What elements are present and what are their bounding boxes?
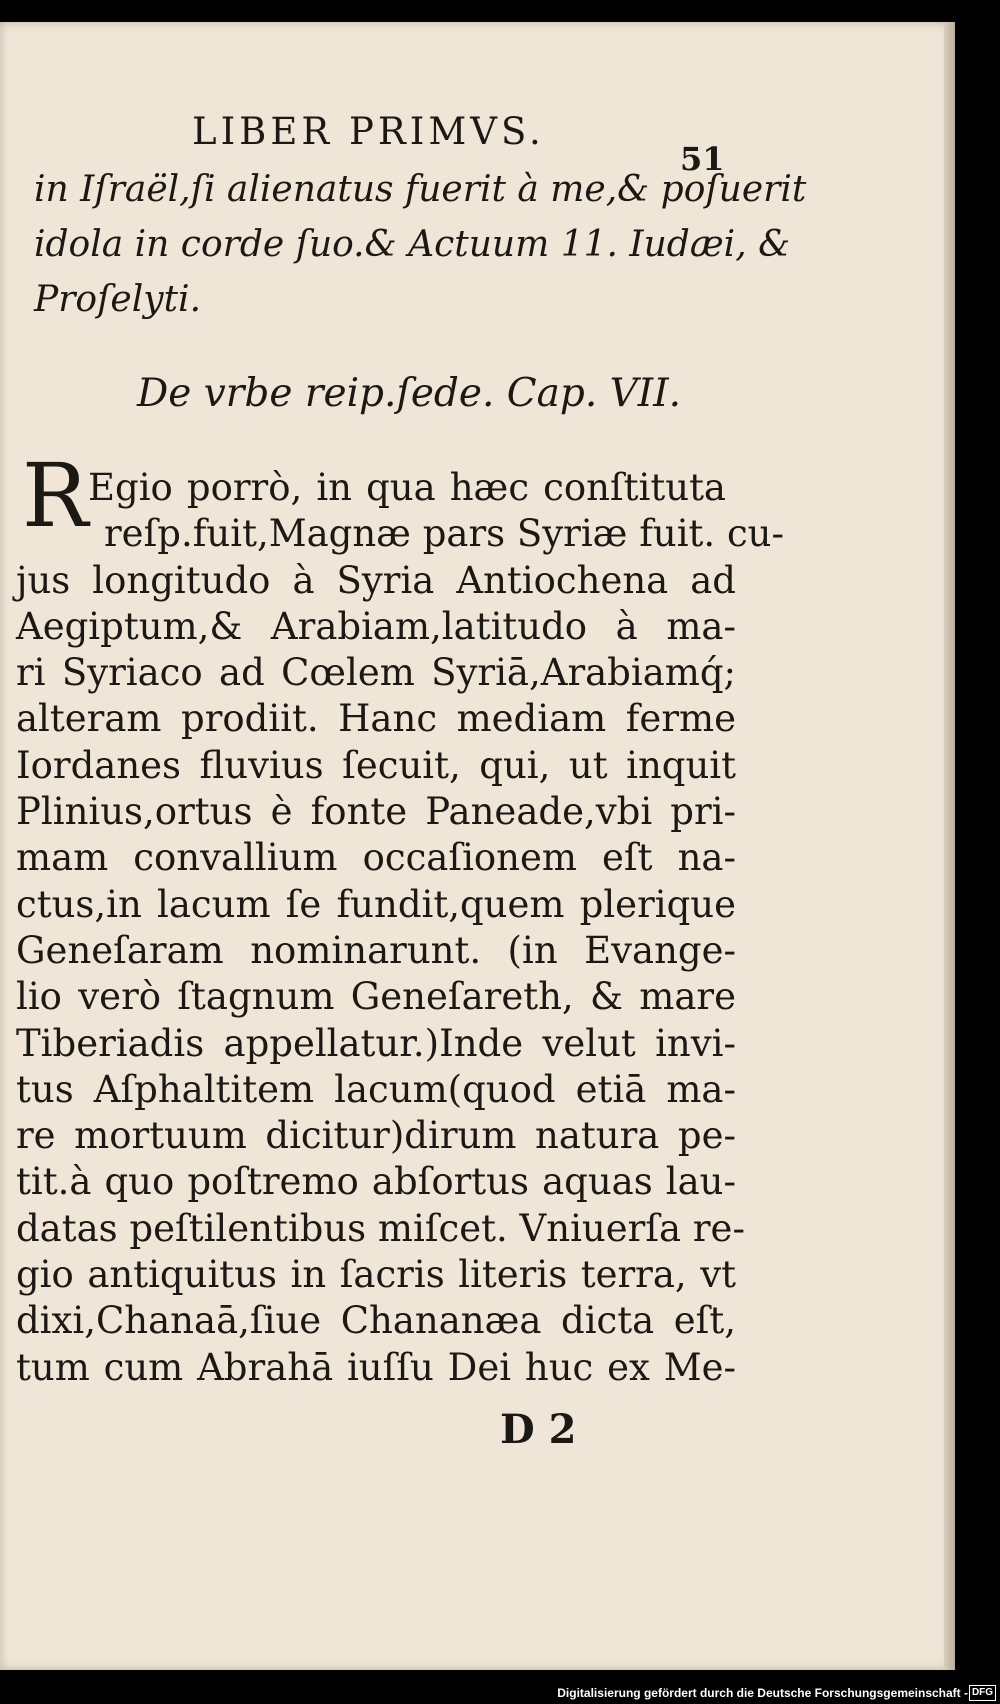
body-line: Tiberiadis appellatur.)Inde velut invi- — [16, 1021, 736, 1065]
body-text — [16, 465, 785, 1391]
italic-line: Proſelyti. — [34, 279, 202, 320]
body-line: Iordanes fluvius ſecuit, qui, ut inquit — [16, 743, 736, 787]
digitization-credit: Digitalisierung gefördert durch die Deutsche Forschungsgemeinschaft - — [557, 1686, 968, 1700]
body-line: tit.à quo poſtremo abſortus aquas lau- — [16, 1160, 736, 1204]
body-line: gio antiquitus in ſacris literis terra, vt — [16, 1253, 736, 1297]
drop-cap-initial: R — [22, 444, 89, 547]
running-head: LIBER PRIMVS. — [192, 110, 545, 153]
body-line: ri Syriaco ad Cœlem Syriā,Arabiamq́; — [16, 651, 736, 695]
body-line: Aegiptum,& Arabiam,latitudo à ma- — [16, 604, 736, 648]
body-line: tum cum Abrahā iuſſu Dei huc ex Me- — [16, 1345, 736, 1389]
body-line: lio verò ſtagnum Geneſareth, & mare — [16, 975, 736, 1019]
italic-line: in Iſraël,ſi alienatus fuerit à me,& poſuerit — [34, 169, 807, 210]
italic-quotation — [34, 162, 807, 327]
page-edge — [944, 22, 955, 1670]
body-line: dixi,Chanaā,ſiue Chananæa dicta eſt, — [16, 1299, 736, 1343]
body-line: jus longitudo à Syria Antiochena ad — [16, 558, 736, 602]
body-first-line: Egio porrò, in qua hæc conſtituta — [88, 466, 726, 509]
body-line: re mortuum dicitur)dirum natura pe- — [16, 1114, 736, 1158]
body-line: mam convallium occaſionem eſt na- — [16, 836, 736, 880]
body-line: alteram prodiit. Hanc mediam ferme — [16, 697, 736, 741]
book-page — [0, 22, 955, 1670]
body-line: ctus,in lacum ſe fundit,quem plerique — [16, 882, 736, 926]
signature-mark: D 2 — [500, 1406, 577, 1453]
dfg-logo: DFG — [969, 1685, 996, 1701]
italic-line: idola in corde ſuo.& Actuum 11. Iudæi, & — [34, 224, 791, 265]
body-line: Geneſaram nominarunt. (in Evange- — [16, 928, 736, 972]
chapter-heading: De vrbe reip.ſede. Cap. VII. — [137, 371, 682, 416]
body-line: tus Aſphaltitem lacum(quod etiā ma- — [16, 1067, 736, 1111]
body-line: Plinius,ortus è fonte Paneade,vbi pri- — [16, 790, 736, 834]
page-number: 51 — [680, 140, 725, 178]
body-line: reſp.fuit,Magnæ pars Syriæ fuit. cu- — [104, 512, 785, 556]
body-line: datas peſtilentibus miſcet. Vniuerſa re- — [16, 1206, 745, 1250]
